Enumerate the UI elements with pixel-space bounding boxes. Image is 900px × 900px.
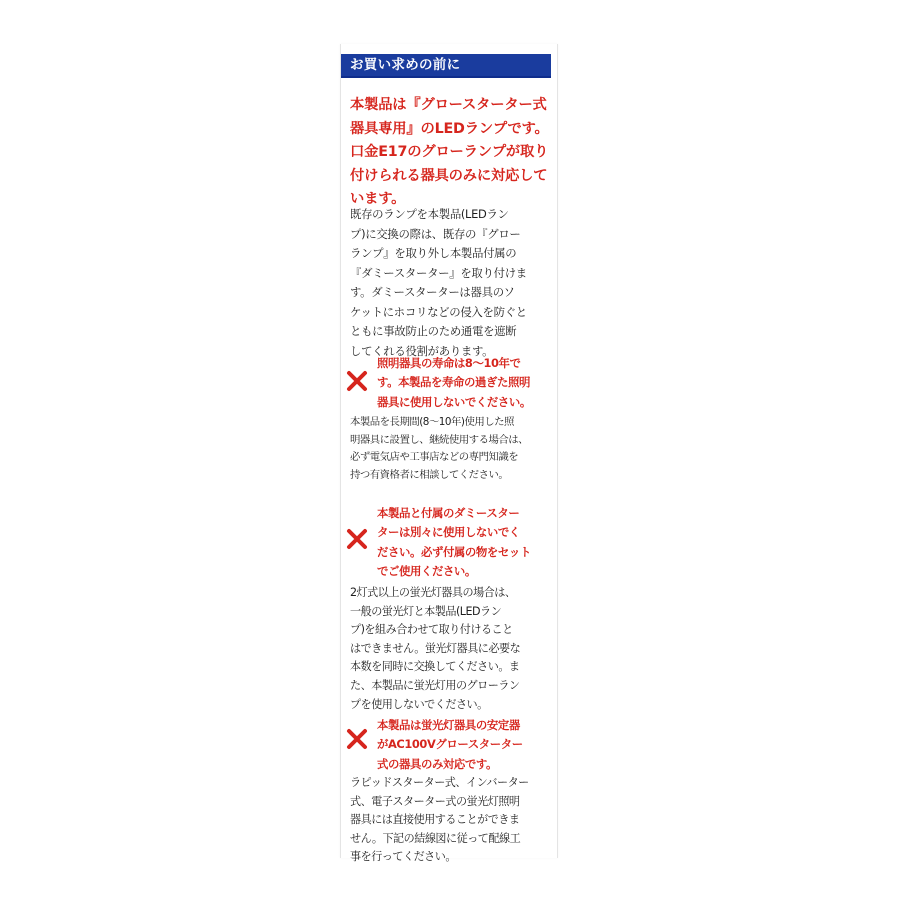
warning-title-line: 式の器具のみ対応です。: [377, 756, 497, 771]
warning-title: [377, 504, 555, 581]
warning-title-line: す。本製品を寿命の過ぎた照明: [377, 375, 530, 390]
intro-lead-line: 口金E17のグローランプが取り: [350, 144, 549, 160]
warning-title-line: 照明器具の寿命は8〜10年で: [377, 356, 521, 370]
warning-body-line: 器具には直接使用することができま: [350, 813, 520, 827]
intro-body-line: 『ダミースターター』を取り付けま: [350, 265, 527, 280]
warning-title-line: ターは別々に使用しないでく: [377, 525, 520, 540]
intro-body-line: ランプ』を取り外し本製品付属の: [350, 246, 517, 260]
intro-body-line: ケットにホコリなどの侵入を防ぐと: [350, 304, 527, 319]
warning-body-line: せん。下記の結線図に従って配線工: [350, 831, 521, 845]
intro-body: [350, 205, 552, 361]
instruction-panel: [340, 44, 558, 864]
warning-body-line: 本製品を長期間(8〜10年)使用した照: [350, 416, 514, 428]
cross-icon: [346, 528, 368, 550]
warning-body-line: 式、電子スターター式の蛍光灯照明: [350, 794, 520, 808]
intro-body-line: ともに事故防止のため通電を遮断: [350, 324, 517, 338]
warning-body-line: 2灯式以上の蛍光灯器具の場合は、: [350, 586, 516, 599]
warning-body-line: プ)を組み合わせて取り付けること: [350, 623, 513, 637]
warning-title-line: がAC100Vグロースターター: [377, 737, 523, 752]
warning-title-line: 本製品と付属のダミースター: [377, 506, 520, 520]
intro-lead-line: 本製品は『グロースターター式: [350, 97, 547, 113]
warning-body-line: プを使用しないでください。: [350, 697, 488, 711]
cross-icon: [346, 370, 368, 392]
warning-body-line: ラピッドスターター式、インバーター: [350, 776, 529, 789]
warning-title: [377, 716, 555, 774]
intro-body-line: 既存のランプを本製品(LEDラン: [350, 207, 509, 221]
warning-body-line: た、本製品に蛍光灯用のグローラン: [350, 678, 520, 692]
intro-lead-line: 付けられる器具のみに対応して: [350, 167, 548, 184]
warning-title-line: ださい。必ず付属の物をセット: [377, 544, 531, 559]
warning-body-line: 必ず電気店や工事店などの専門知識を: [350, 451, 519, 464]
warning-body-line: はできません。蛍光灯器具に必要な: [350, 641, 521, 655]
warning-title-line: 器具に使用しないでください。: [377, 394, 531, 409]
intro-lead: [350, 94, 548, 212]
warning-body: [350, 584, 554, 714]
warning-body-line: 事を行ってください。: [350, 850, 456, 864]
warning-title-line: でご使用ください。: [377, 563, 476, 578]
warning-body: [350, 414, 554, 484]
intro-lead-line: 器具専用』のLEDランプです。: [350, 120, 549, 137]
intro-body-line: す。ダミースターターは器具のソ: [350, 285, 515, 299]
warning-body-line: 明器具に設置し、継続使用する場合は、: [350, 433, 529, 446]
intro-body-line: してくれる役割があります。: [350, 343, 494, 358]
intro-lead-line: います。: [350, 191, 406, 207]
warning-body: [350, 774, 554, 867]
warning-body-line: 本数を同時に交換してください。ま: [350, 660, 520, 674]
section-header: お買い求めの前に: [341, 54, 551, 78]
warning-body-line: 一般の蛍光灯と本製品(LEDラン: [350, 604, 502, 618]
intro-body-line: プ)に交換の際は、既存の『グロー: [350, 226, 521, 241]
warning-body-line: 持つ有資格者に相談してください。: [350, 468, 509, 481]
warning-title: [377, 354, 555, 412]
cross-icon: [346, 728, 368, 750]
warning-title-line: 本製品は蛍光灯器具の安定器: [377, 718, 520, 732]
